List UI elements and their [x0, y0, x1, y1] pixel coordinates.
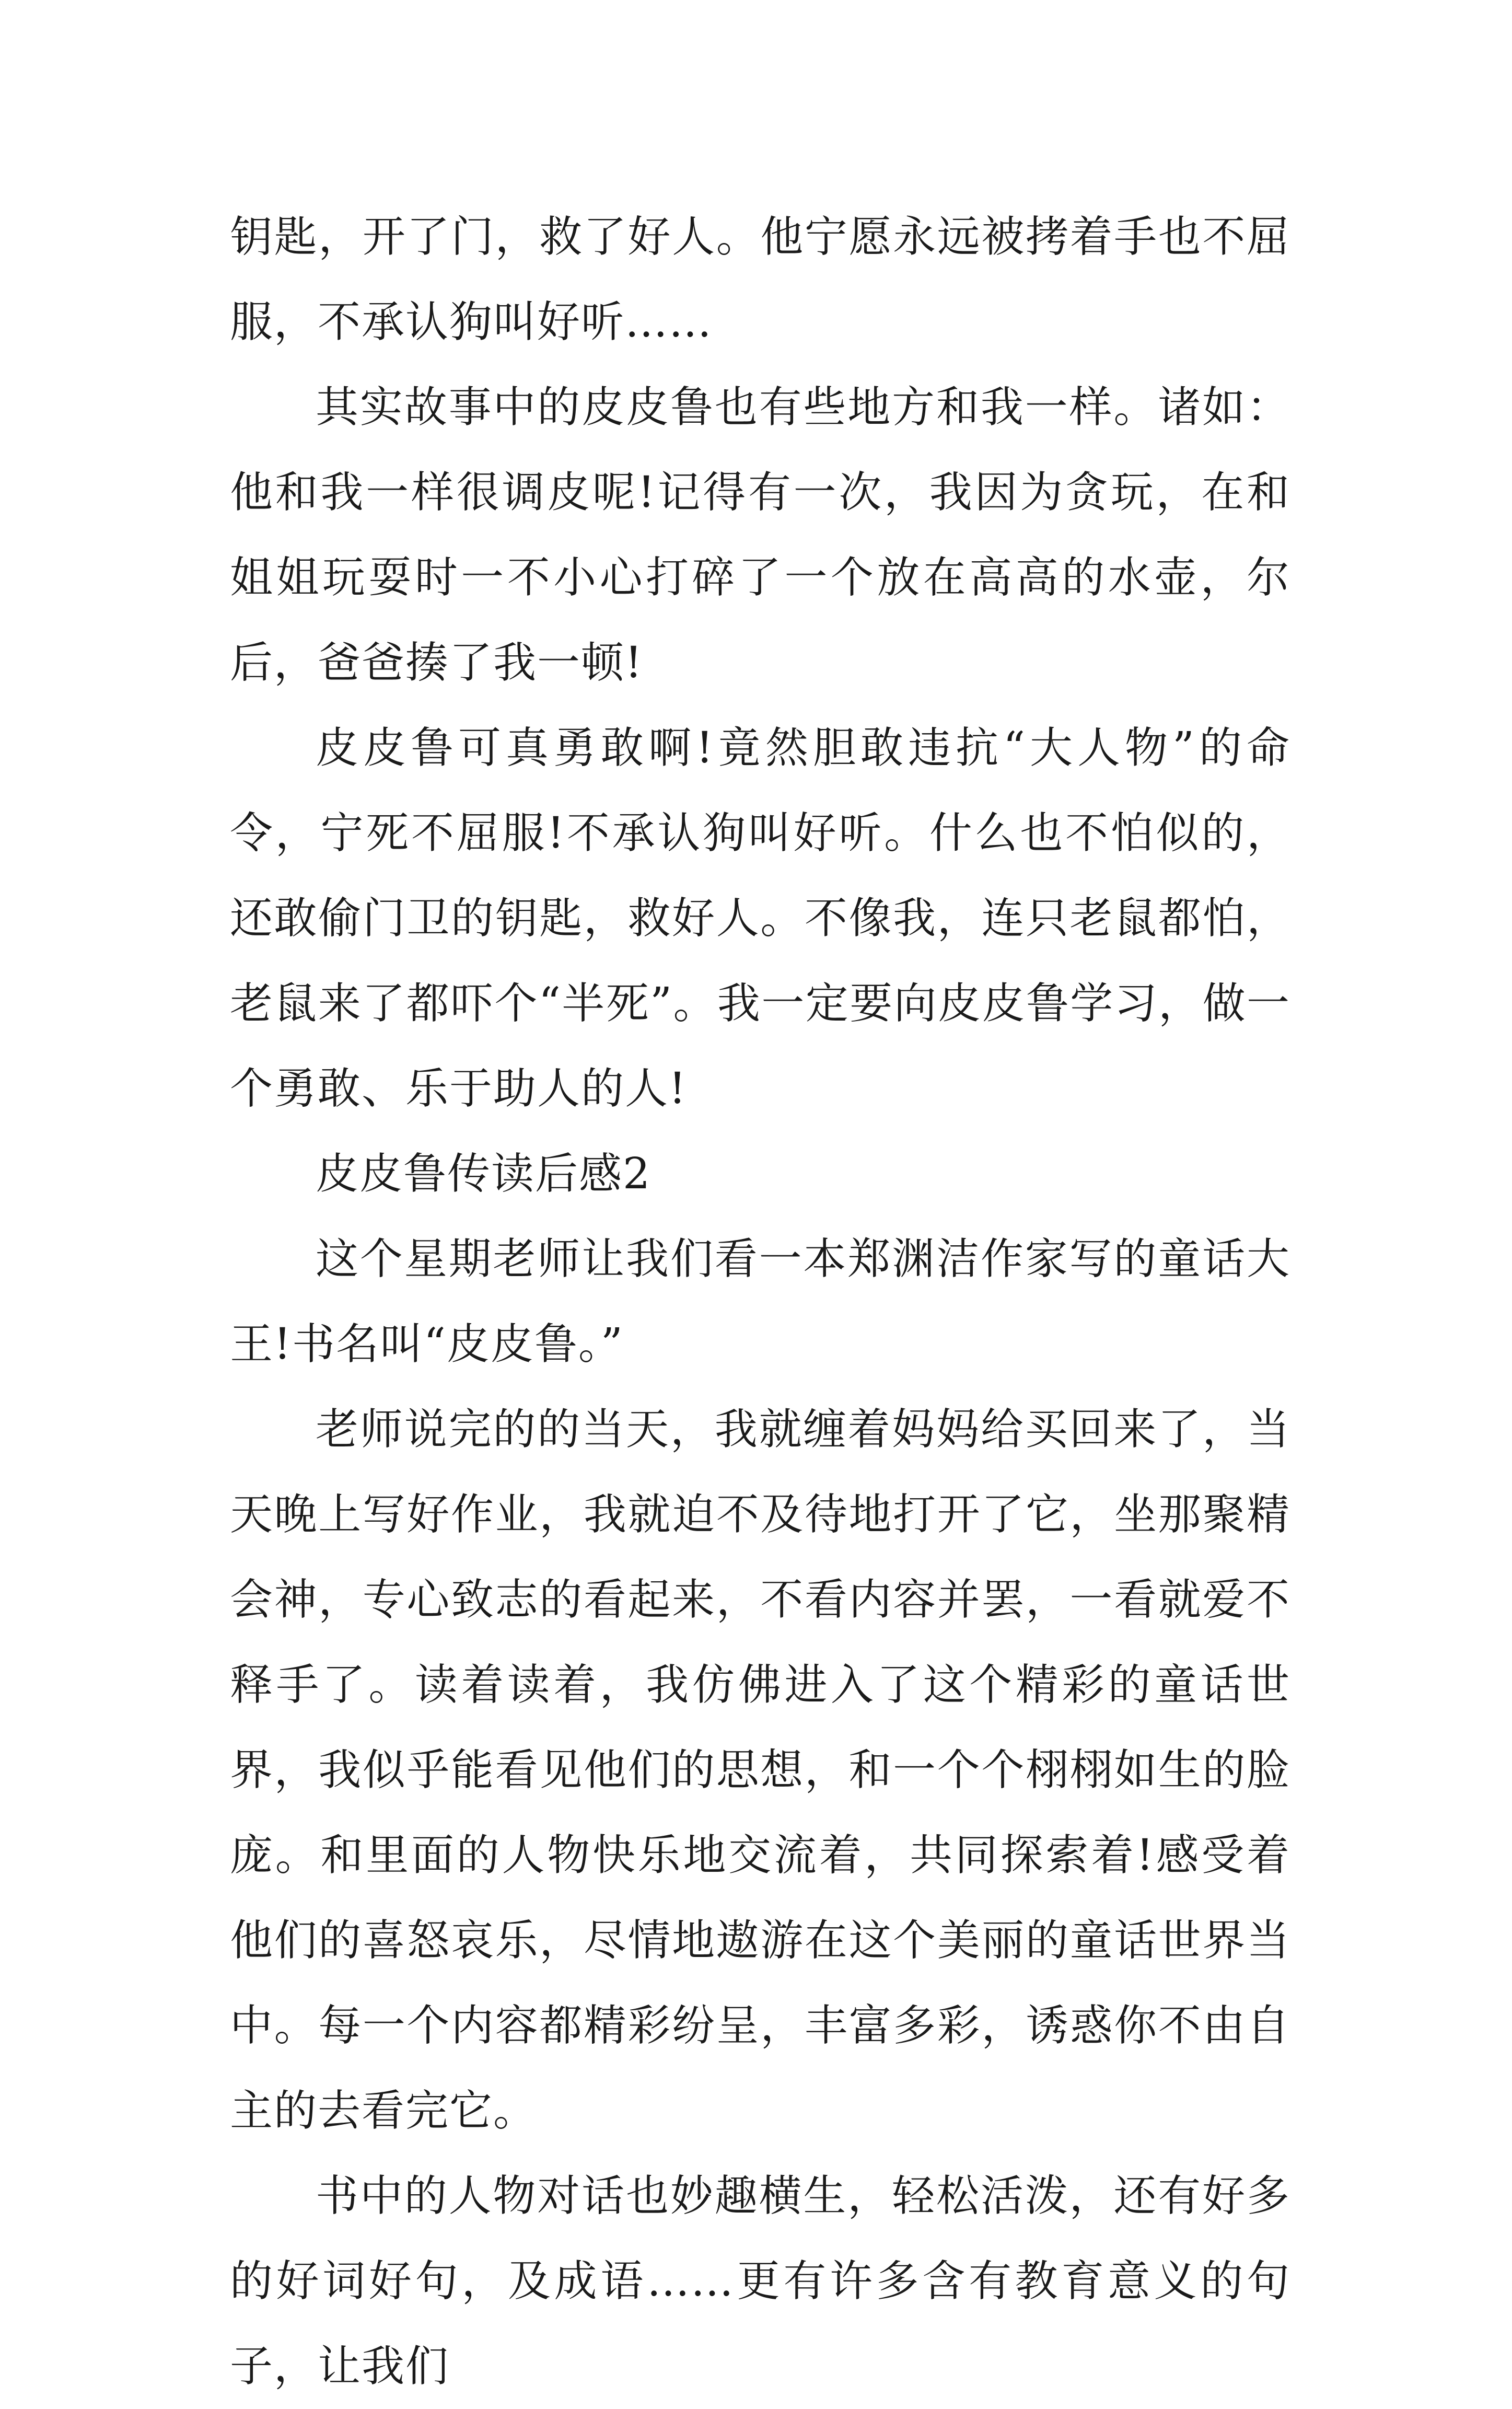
paragraph-3: 皮皮鲁可真勇敢啊!竟然胆敢违抗“大人物”的命令，宁死不屈服!不承认狗叫好听。什么也不怕似的，还敢偷门卫的钥匙，救好人。不像我，连只老鼠都怕，老鼠来了都吓个“半死”。我一定要向皮皮鲁学习，做一个勇敢、乐于助人的人!: [230, 723, 1290, 1114]
paragraph-5: 老师说完的的当天，我就缠着妈妈给买回来了，当天晚上写好作业，我就迫不及待地打开了它，坐那聚精会神，专心致志的看起来，不看内容并罢，一看就爱不释手了。读着读着，我仿佛进入了这个精彩的童话世界，我似乎能看见他们的思想，和一个个栩栩如生的脸庞。和里面的人物快乐地交流着，共同探索着!感受着他们的喜怒哀乐，尽情地遨游在这个美丽的童话世界当中。每一个内容都精彩纷呈，丰富多彩，诱惑你不由自主的去看完它。: [230, 1405, 1290, 2136]
paragraph-4: 这个星期老师让我们看一本郑渊洁作家写的童话大王!书名叫“皮皮鲁。”: [230, 1234, 1290, 1369]
paragraph-1: 钥匙，开了门，救了好人。他宁愿永远被拷着手也不屈服，不承认狗叫好听……: [230, 212, 1290, 347]
body-text: [230, 194, 1290, 2409]
paragraph-6: 书中的人物对话也妙趣横生，轻松活泼，还有好多的好词好句，及成语……更有许多含有教育意义的句子，让我们: [230, 2171, 1290, 2391]
paragraph-2: 其实故事中的皮皮鲁也有些地方和我一样。诸如：他和我一样很调皮呢!记得有一次，我因为贪玩，在和姐姐玩耍时一不小心打碎了一个放在高高的水壶，尔后，爸爸揍了我一顿!: [230, 383, 1290, 688]
section-heading: 皮皮鲁传读后感2: [316, 1149, 652, 1199]
